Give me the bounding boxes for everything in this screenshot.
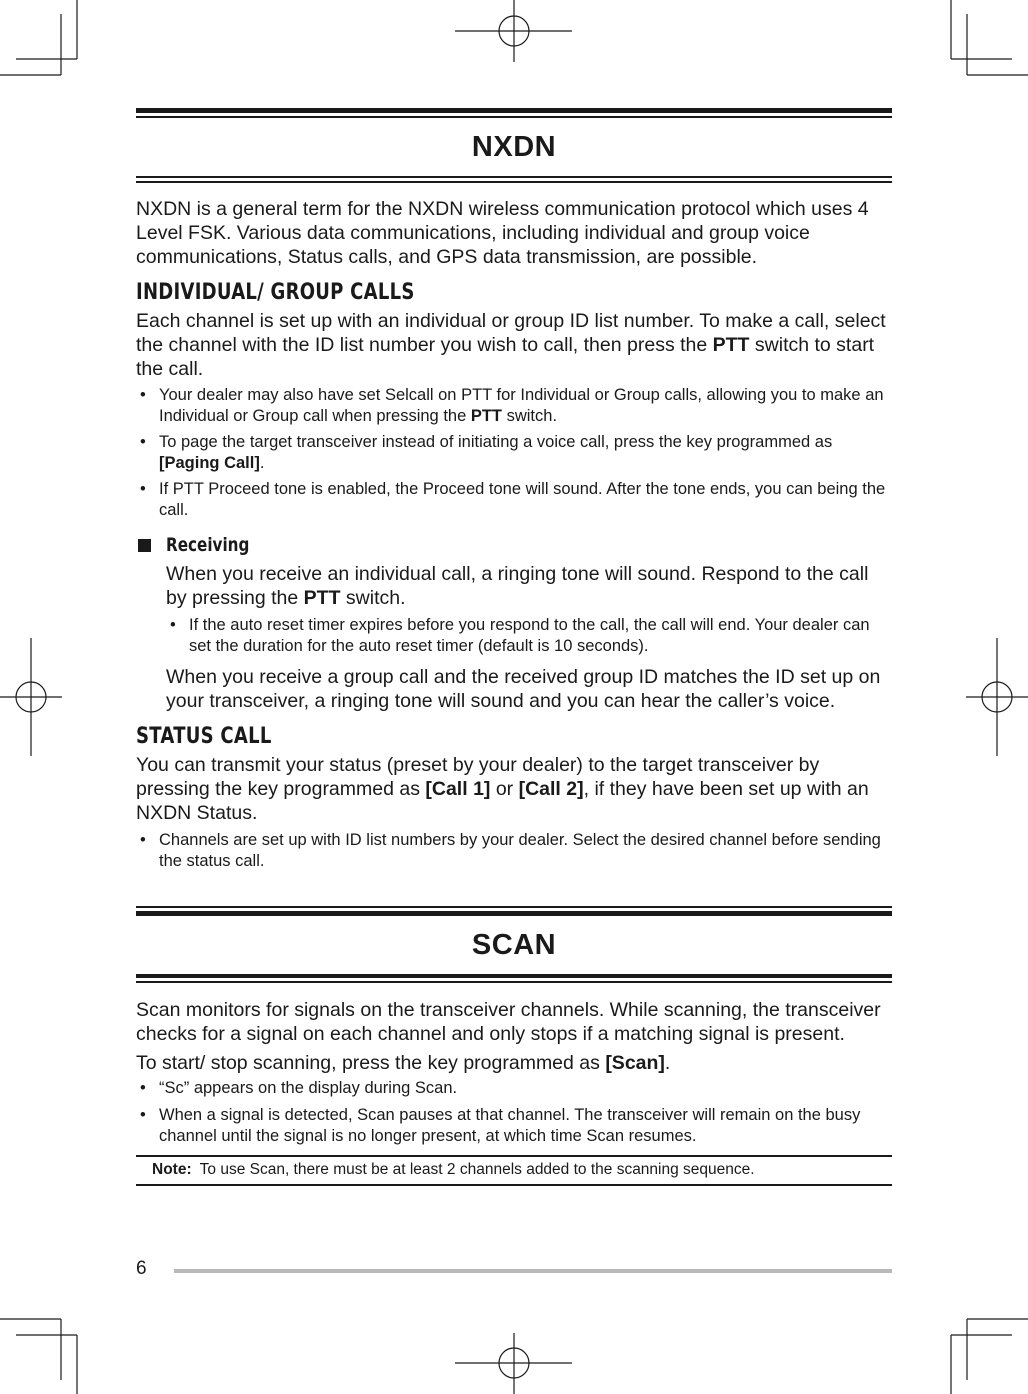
ptt-key-label: PTT — [470, 407, 503, 425]
bullet-icon: • — [140, 1079, 146, 1097]
section-rule-thick — [136, 974, 892, 978]
page-content — [136, 108, 892, 1186]
status-bullet-list — [136, 830, 892, 872]
nxdn-title: NXDN — [471, 131, 557, 163]
call-2-key-label: [Call 2] — [518, 778, 584, 800]
receiving-paragraph-text: When you receive an individual call, a ringing tone will sound. Respond to the call by pressing the — [166, 563, 869, 609]
bullet-icon: • — [140, 386, 146, 404]
list-item — [136, 830, 892, 872]
scan-note — [136, 1155, 892, 1186]
list-item — [136, 1078, 892, 1099]
list-item — [166, 615, 892, 657]
scan-key-label: [Scan] — [605, 1052, 665, 1074]
square-bullet-icon — [138, 539, 151, 552]
ptt-key-label: PTT — [712, 334, 750, 356]
list-item-text: Your dealer may also have set Selcall on PTT for Individual or Group calls, allowing you to make an Individual or Group call when pressing the — [159, 386, 884, 425]
scan-start-stop-paragraph — [136, 1051, 892, 1075]
section-rule-thin — [136, 981, 892, 983]
status-paragraph — [136, 753, 892, 825]
list-item-text: “Sc” appears on the display during Scan. — [159, 1079, 458, 1097]
list-item-text: When a signal is detected, Scan pauses at that channel. The transceiver will remain on the busy channel until the signal is no longer present, at which time Scan resumes. — [159, 1106, 861, 1145]
list-item — [136, 432, 892, 474]
receiving-bullet-list — [166, 615, 892, 657]
scan-section — [136, 906, 892, 1186]
list-item-text: If PTT Proceed tone is enabled, the Proceed tone will sound. After the tone ends, you can being the call. — [159, 480, 886, 519]
scan-title: SCAN — [471, 929, 557, 961]
bullet-icon: • — [140, 1106, 146, 1124]
status-paragraph-text: , if they have been set up with an NXDN Status. — [136, 778, 869, 824]
status-call-heading: STATUS CALL — [136, 724, 272, 749]
footer-rule — [174, 1269, 892, 1273]
scan-intro: Scan monitors for signals on the transceiver channels. While scanning, the transceiver checks for a signal on each channel and only stops if a matching signal is present. — [136, 999, 881, 1045]
section-rule-thin — [136, 116, 892, 118]
section-rule-thin — [136, 906, 892, 908]
nxdn-section — [136, 108, 892, 872]
bullet-icon: • — [170, 616, 176, 634]
calls-paragraph — [136, 309, 892, 381]
list-item — [136, 1105, 892, 1147]
scan-paragraph-text: To start/ stop scanning, press the key programmed as — [136, 1052, 606, 1074]
section-rule-thin — [136, 176, 892, 178]
receiving-paragraph-text: switch. — [340, 587, 406, 609]
scan-paragraph-text: . — [664, 1052, 671, 1074]
nxdn-intro: NXDN is a general term for the NXDN wireless communication protocol which uses 4 Level FSK. Various data communications, including individual and group voice communications, Status calls, and GPS data transmission, are possible. — [136, 198, 869, 268]
list-item-text: switch. — [502, 407, 558, 425]
calls-bullet-list — [136, 385, 892, 521]
bullet-icon: • — [140, 433, 146, 451]
list-item-text: If the auto reset timer expires before you respond to the call, the call will end. Your dealer can set the duration for the auto reset timer (default is 10 seconds). — [189, 616, 870, 655]
bullet-icon: • — [140, 831, 146, 849]
list-item-text: To page the target transceiver instead of initiating a voice call, press the key programmed as — [159, 433, 833, 451]
ptt-key-label: PTT — [303, 587, 341, 609]
page-number: 6 — [136, 1258, 147, 1279]
receiving-heading — [136, 533, 892, 557]
bullet-icon: • — [140, 480, 146, 498]
page-footer — [136, 1258, 892, 1282]
paging-call-key-label: [Paging Call] — [159, 454, 260, 472]
list-item-text: . — [259, 454, 265, 472]
note-text: To use Scan, there must be at least 2 channels added to the scanning sequence. — [199, 1161, 755, 1178]
list-item — [136, 479, 892, 521]
note-label: Note: — [152, 1161, 192, 1178]
list-item — [136, 385, 892, 427]
individual-group-calls-heading: INDIVIDUAL/ GROUP CALLS — [136, 280, 415, 305]
calls-paragraph-text: Each channel is set up with an individual or group ID list number. To make a call, select the channel with the ID list number you wish to call, then press the — [136, 310, 886, 356]
call-1-key-label: [Call 1] — [425, 778, 491, 800]
list-item-text: Channels are set up with ID list numbers by your dealer. Select the desired channel before sending the status call. — [159, 831, 881, 870]
status-paragraph-text: You can transmit your status (preset by your dealer) to the target transceiver by pressing the key programmed as — [136, 754, 820, 800]
scan-bullet-list — [136, 1078, 892, 1147]
receiving-body — [166, 562, 892, 713]
section-rule-thick — [136, 108, 892, 113]
receiving-title: Receiving — [166, 534, 250, 556]
section-rule-thick — [136, 911, 892, 916]
section-rule-thin — [136, 181, 892, 183]
status-paragraph-text: or — [490, 778, 519, 800]
calls-paragraph-text: switch to start the call. — [136, 334, 875, 380]
receiving-paragraph — [166, 562, 892, 610]
receiving-group-paragraph: When you receive a group call and the received group ID matches the ID set up on your transceiver, a ringing tone will sound and you can hear the caller’s voice. — [166, 666, 881, 712]
